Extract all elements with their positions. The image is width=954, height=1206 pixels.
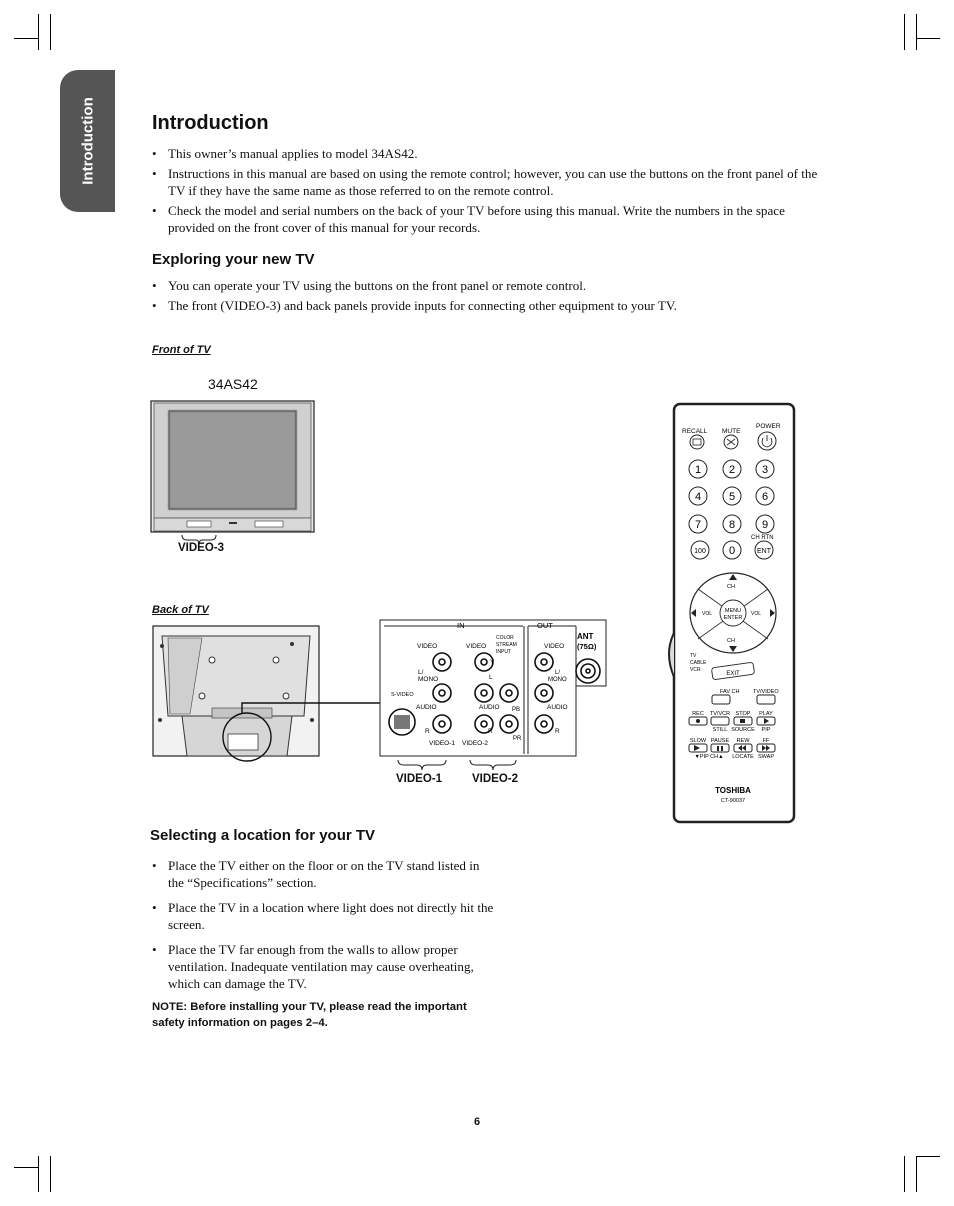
mode-label: CABLE [690, 660, 707, 666]
l-mono-label: L/ [418, 669, 424, 676]
color-stream-label: COLOR [496, 635, 514, 641]
play-label: PLAY [759, 711, 773, 717]
mode-label: TV [690, 653, 697, 659]
digit-key: 9 [761, 519, 769, 531]
r-label: R [488, 728, 493, 735]
digit-key: 0 [728, 545, 736, 557]
l-label: L [489, 674, 493, 681]
ff-label: FF [762, 738, 770, 744]
pip-label: PIP [761, 727, 771, 733]
color-stream-label: STREAM [496, 642, 517, 648]
stop-label: STOP [735, 711, 751, 717]
r-label: R [555, 728, 560, 735]
l-mono-label: L/ [555, 670, 561, 676]
explore-heading: Exploring your new TV [152, 251, 315, 268]
pip-ch-label: ▼PIP CH▲ [694, 754, 724, 760]
audio-label: AUDIO [547, 704, 568, 711]
audio-label: AUDIO [479, 704, 500, 711]
rew-label: REW [736, 738, 750, 744]
ant-ohm-label: (75Ω) [577, 642, 597, 651]
list-item: • Check the model and serial numbers on the back of your TV before using this manual. Write the numbers in the space provided on the front cover of this manual for your records. [152, 202, 832, 236]
color-stream-label: INPUT [496, 649, 511, 655]
source-label: SOURCE [731, 727, 755, 733]
in-label: IN [457, 621, 465, 630]
video2-label: VIDEO-2 [472, 773, 519, 785]
recall-label: RECALL [682, 428, 708, 435]
video-label: VIDEO [417, 643, 438, 650]
tv-video-label: TV/VIDEO [753, 689, 779, 695]
page-number: 6 [474, 1116, 481, 1128]
front-tv-illustration [150, 399, 316, 547]
digit-key: 5 [728, 491, 736, 503]
explore-bullet-list [152, 277, 832, 317]
ch-label: CH [727, 638, 735, 644]
model-label: 34AS42 [208, 376, 258, 392]
exit-label: EXIT [726, 671, 740, 677]
slow-label: SLOW [689, 738, 707, 744]
front-of-tv-caption: Front of TV [152, 344, 211, 356]
video1-label: VIDEO-1 [396, 773, 443, 785]
brand-logo: TOSHIBA [715, 786, 751, 795]
video1-small-label: VIDEO-1 [429, 740, 456, 747]
digit-key: 1 [694, 464, 702, 476]
remote-model: CT-90037 [720, 798, 746, 804]
power-label: POWER [756, 423, 781, 430]
audio-label: AUDIO [416, 704, 437, 711]
list-item: • Place the TV in a location where light does not directly hit the screen. [152, 899, 497, 933]
fav-ch-label: FAV CH [720, 689, 740, 695]
key-100: 100 [694, 548, 706, 555]
mute-label: MUTE [722, 428, 741, 435]
out-label: OUT [537, 621, 553, 630]
page-title: Introduction [152, 112, 269, 134]
rear-jack-panel [378, 618, 608, 764]
pb-label: PB [512, 707, 521, 713]
select-bullet-list [152, 857, 497, 995]
ch-rtn-label: CH RTN [751, 535, 774, 541]
r-label: R [425, 728, 430, 735]
digit-key: 7 [694, 519, 702, 531]
section-tab-label: Introduction [79, 97, 96, 185]
digit-key: 3 [761, 464, 769, 476]
video-label: VIDEO [466, 643, 487, 650]
still-label: STILL [712, 727, 728, 733]
tv-vcr-label: TV/VCR [709, 711, 731, 717]
back-tv-illustration [152, 624, 382, 770]
pause-label: PAUSE [710, 738, 730, 744]
intro-bullet-list [152, 145, 832, 239]
video-braces [392, 758, 532, 772]
list-item: • Instructions in this manual are based on using the remote control; however, you can use the buttons on the front panel of the TV if they have the same name as those referred to on the remote control. [152, 165, 832, 199]
ant-label: ANT [577, 632, 594, 641]
list-item: • You can operate your TV using the buttons on the front panel or remote control. [152, 277, 832, 294]
vol-label: VOL [702, 611, 713, 617]
swap-label: SWAP [758, 754, 774, 760]
locate-label: LOCATE [732, 754, 754, 760]
menu-label: MENU [724, 608, 742, 614]
select-location-heading: Selecting a location for your TV [150, 827, 376, 844]
list-item: • Place the TV either on the floor or on the TV stand listed in the “Specifications” section. [152, 857, 497, 891]
digit-key: 6 [761, 491, 769, 503]
video3-label: VIDEO-3 [178, 542, 225, 554]
pr-label: PR [513, 736, 522, 742]
ch-label: CH [727, 584, 735, 590]
digit-key: 8 [728, 519, 736, 531]
enter-label: ENTER [723, 615, 743, 621]
video-label: VIDEO [544, 643, 565, 650]
digit-key: 2 [728, 464, 736, 476]
svideo-label: S-VIDEO [391, 692, 414, 698]
l-mono-label: MONO [418, 676, 439, 683]
list-item: • This owner’s manual applies to model 34AS42. [152, 145, 832, 162]
vol-label: VOL [751, 611, 762, 617]
video2-small-label: VIDEO-2 [462, 740, 489, 747]
list-item: • The front (VIDEO-3) and back panels provide inputs for connecting other equipment to your TV. [152, 297, 832, 314]
section-tab [60, 70, 115, 212]
l-mono-label: MONO [548, 677, 567, 683]
back-of-tv-caption: Back of TV [152, 604, 209, 616]
mode-label: VCR [690, 667, 701, 673]
remote-control-illustration [660, 401, 800, 825]
list-item: • Place the TV far enough from the walls to allow proper ventilation. Inadequate ventilation may cause overheating, which can damage the TV. [152, 941, 497, 992]
y-label: Y [490, 659, 495, 666]
safety-note: NOTE: Before installing your TV, please read the important safety information on pages 2–4. [152, 1001, 467, 1029]
rec-label: REC [692, 711, 704, 717]
digit-key: 4 [694, 491, 702, 503]
ent-key: ENT [757, 548, 771, 555]
